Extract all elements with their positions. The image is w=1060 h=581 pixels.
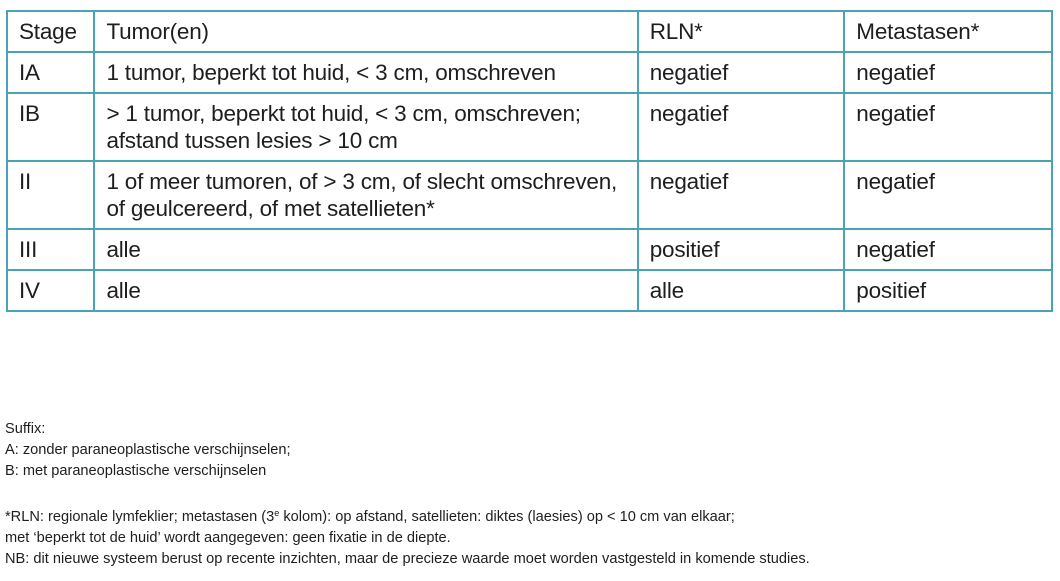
- beperkt-footnote: met ‘beperkt tot de huid’ wordt aangegeven: geen fixatie in de diepte.: [5, 530, 451, 546]
- suffix-b: B: met paraneoplastische verschijnselen: [5, 463, 267, 479]
- cell-tumor: 1 tumor, beperkt tot huid, < 3 cm, omschreven: [94, 52, 637, 93]
- suffix-a: A: zonder paraneoplastische verschijnselen;: [5, 442, 291, 458]
- cell-metastasen: negatief: [844, 161, 1052, 229]
- rln-footnote-end: kolom): op afstand, satellieten: diktes (laesies) op < 10 cm van elkaar;: [279, 509, 735, 525]
- header-rln: RLN*: [638, 11, 845, 52]
- cell-stage: IV: [7, 270, 94, 311]
- table-row: [7, 270, 1052, 311]
- cell-tumor: alle: [94, 229, 637, 270]
- cell-rln: negatief: [638, 52, 845, 93]
- header-stage: Stage: [7, 11, 94, 52]
- superscript-e: e: [274, 508, 280, 518]
- table-header-row: [7, 11, 1052, 52]
- cell-stage: IA: [7, 52, 94, 93]
- table-row: [7, 161, 1052, 229]
- cell-metastasen: negatief: [844, 229, 1052, 270]
- cell-stage: IB: [7, 93, 94, 161]
- cell-rln: negatief: [638, 161, 845, 229]
- cell-stage: III: [7, 229, 94, 270]
- nb-footnote: NB: dit nieuwe systeem berust op recente inzichten, maar de precieze waarde moet worden vastgesteld in komende studies.: [5, 551, 810, 567]
- header-tumor: Tumor(en): [94, 11, 637, 52]
- cell-stage: II: [7, 161, 94, 229]
- header-metastasen: Metastasen*: [844, 11, 1052, 52]
- footnotes: [5, 419, 810, 570]
- cell-tumor: 1 of meer tumoren, of > 3 cm, of slecht omschreven, of geulcereerd, of met satellieten*: [94, 161, 637, 229]
- table-row: [7, 229, 1052, 270]
- cell-rln: negatief: [638, 93, 845, 161]
- rln-footnote: [5, 503, 810, 528]
- cell-metastasen: positief: [844, 270, 1052, 311]
- staging-table: [6, 10, 1053, 312]
- cell-rln: alle: [638, 270, 845, 311]
- cell-metastasen: negatief: [844, 52, 1052, 93]
- rln-footnote-start: *RLN: regionale lymfeklier; metastasen (3: [5, 509, 275, 525]
- suffix-title: Suffix:: [5, 421, 46, 437]
- cell-tumor: > 1 tumor, beperkt tot huid, < 3 cm, omschreven; afstand tussen lesies > 10 cm: [94, 93, 637, 161]
- cell-rln: positief: [638, 229, 845, 270]
- table-row: [7, 93, 1052, 161]
- table-row: [7, 52, 1052, 93]
- cell-metastasen: negatief: [844, 93, 1052, 161]
- cell-tumor: alle: [94, 270, 637, 311]
